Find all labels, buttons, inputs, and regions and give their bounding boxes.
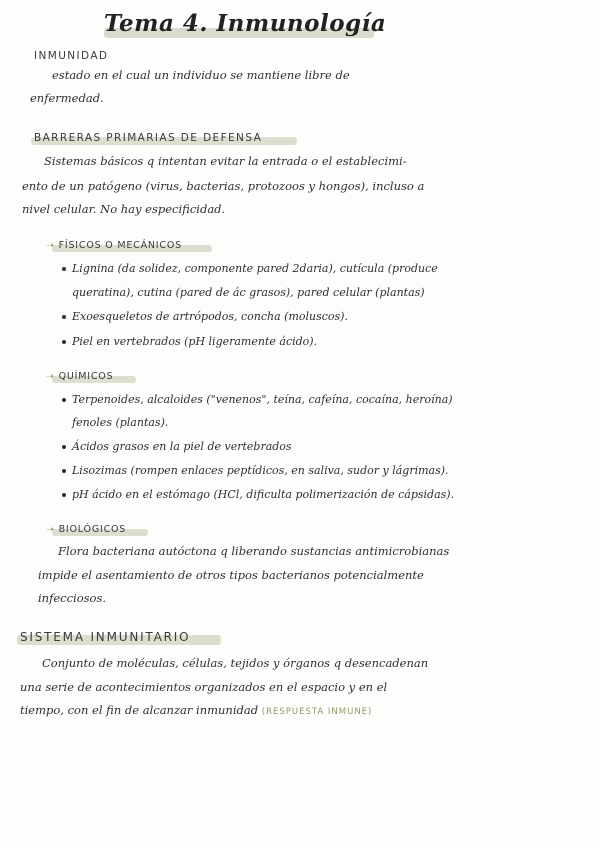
barreras-text	[22, 175, 424, 220]
biologicos-line-1-wrap	[58, 540, 449, 563]
heading-inmunidad: INMUNIDAD	[34, 50, 109, 62]
barreras-line-2: ento de un patógeno (virus, bacterias, protozoos y hongos), incluso a	[22, 179, 425, 193]
quimicos-bullet-1: Terpenoides, alcaloides ("venenos", teína, cafeína, cocaína, heroína)	[62, 393, 453, 406]
bullet-dot	[62, 315, 66, 319]
biologicos-line-3: infecciosos.	[38, 590, 107, 605]
bullet-dot	[62, 340, 66, 344]
barreras-line-1: Sistemas básicos q intentan evitar la entrada o el establecimi-	[44, 154, 407, 168]
sistema-text	[20, 676, 387, 723]
quimicos-bullet-2: Ácidos grasos en la piel de vertebrados	[62, 440, 292, 453]
respuesta-inmune-note: (RESPUESTA INMUNE)	[261, 706, 373, 717]
quimicos-bullet-1-cont: fenoles (plantas).	[72, 416, 169, 429]
fisicos-bullet-3: Piel en vertebrados (pH ligeramente ácido).	[62, 335, 317, 348]
heading-quimicos: ➝ QUÍMICOS	[46, 371, 113, 382]
bullet-dot	[62, 398, 66, 402]
bullet-dot	[62, 493, 66, 497]
sistema-line-1: Conjunto de moléculas, células, tejidos y órganos q desencadenan	[42, 656, 429, 670]
biologicos-text	[38, 564, 424, 609]
fisicos-bullet-1: Lignina (da solidez, componente pared 2daria), cutícula (produce	[62, 262, 438, 275]
bullet-dot	[62, 267, 66, 271]
sistema-line-3: tiempo, con el fin de alcanzar inmunidad (RESPUESTA INMUNE)	[20, 702, 373, 717]
page-title: Tema 4. Inmunología	[104, 10, 387, 37]
heading-fisicos: ➝ FÍSICOS O MECÁNICOS	[46, 240, 182, 251]
biologicos-line-1: Flora bacteriana autóctona q liberando sustancias antimicrobianas	[58, 544, 450, 558]
heading-sistema: SISTEMA INMUNITARIO	[20, 630, 190, 644]
inmunidad-line-2: enfermedad.	[30, 91, 104, 105]
title-block	[104, 10, 386, 37]
fisicos-bullet-1-cont: queratina), cutina (pared de ác grasos), pared celular (plantas)	[72, 286, 425, 299]
bullet-dot	[62, 445, 66, 449]
arrow-icon: ➝	[46, 240, 55, 251]
biologicos-line-2: impide el asentamiento de otros tipos bacterianos potencialmente	[38, 568, 424, 582]
barreras-line-1-wrap	[44, 150, 407, 173]
heading-biologicos: ➝ BIOLÓGICOS	[46, 524, 126, 535]
barreras-line-3: nivel celular. No hay especificidad.	[22, 201, 226, 216]
sistema-line-1-wrap	[42, 652, 428, 675]
sistema-line-2: una serie de acontecimientos organizados en el espacio y en el	[20, 680, 388, 694]
inmunidad-text-2	[30, 87, 104, 110]
arrow-icon: ➝	[46, 524, 55, 535]
arrow-icon: ➝	[46, 371, 55, 382]
inmunidad-line-1: estado en el cual un individuo se mantiene libre de	[52, 68, 350, 82]
fisicos-bullet-2: Exoesqueletos de artrópodos, concha (moluscos).	[62, 310, 348, 323]
heading-barreras: BARRERAS PRIMARIAS DE DEFENSA	[34, 132, 262, 144]
quimicos-bullet-4: pH ácido en el estómago (HCl, dificulta polimerización de cápsidas).	[62, 488, 454, 501]
quimicos-bullet-3: Lisozimas (rompen enlaces peptídicos, en saliva, sudor y lágrimas).	[62, 464, 449, 477]
inmunidad-text	[52, 64, 350, 87]
bullet-dot	[62, 469, 66, 473]
